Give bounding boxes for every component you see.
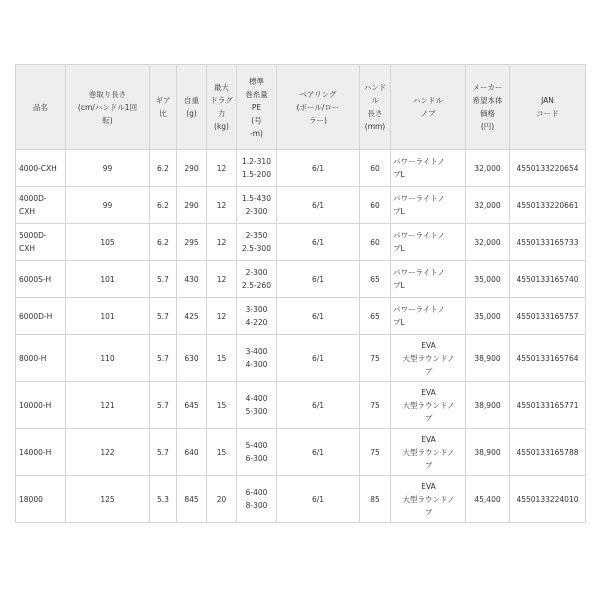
cell-weight — [177, 335, 207, 382]
cell-value: 1.2-310 1.5-200 — [242, 157, 271, 179]
cell-value: 295 — [184, 237, 199, 247]
cell-value: 5.7 — [157, 400, 169, 410]
cell-value: 6/1 — [311, 200, 325, 210]
table-row — [16, 298, 586, 335]
header-row — [16, 65, 586, 150]
cell-value: 4550133165740 — [516, 274, 579, 284]
cell-jan — [510, 335, 586, 382]
cell-handle-type — [391, 261, 466, 298]
cell-model — [16, 261, 66, 298]
cell-value: 32,000 — [474, 163, 501, 173]
cell-jan — [510, 298, 586, 335]
cell-value: 5000D- CXH — [19, 231, 47, 253]
cell-value: 38,900 — [474, 400, 501, 410]
cell-jan — [510, 261, 586, 298]
cell-price — [466, 298, 510, 335]
cell-gear — [150, 476, 177, 523]
cell-line — [237, 150, 277, 187]
column-header-drag — [207, 65, 237, 150]
column-header-label: 最大 ドラグ 力 (kg) — [210, 83, 233, 131]
cell-value: 105 — [100, 237, 115, 247]
cell-value: 122 — [100, 447, 115, 457]
cell-value: 6/1 — [311, 163, 325, 173]
cell-value: 15 — [216, 353, 227, 363]
cell-value: EVA 大型ラウンドノ ブ — [402, 434, 455, 470]
cell-drag — [207, 298, 237, 335]
cell-value: 15 — [216, 400, 227, 410]
cell-handle-type — [391, 476, 466, 523]
cell-handle-len — [360, 382, 391, 429]
cell-value: 75 — [370, 447, 380, 457]
cell-value: EVA 大型ラウンドノ ブ — [402, 481, 455, 517]
cell-value: 12 — [216, 274, 227, 284]
cell-value: 430 — [184, 274, 199, 284]
cell-value: 4550133165764 — [516, 353, 579, 363]
column-header-line — [237, 65, 277, 150]
column-header-label: 標準 巻糸量 PE (号 -m) — [245, 76, 268, 138]
table-body — [16, 150, 586, 523]
cell-weight — [177, 476, 207, 523]
cell-retrieve — [66, 224, 150, 261]
cell-retrieve — [66, 382, 150, 429]
cell-gear — [150, 382, 177, 429]
cell-price — [466, 261, 510, 298]
cell-value: 1.5-430 2-300 — [242, 194, 271, 216]
cell-drag — [207, 476, 237, 523]
cell-model — [16, 150, 66, 187]
cell-model — [16, 298, 66, 335]
cell-value: 101 — [100, 311, 115, 321]
cell-jan — [510, 224, 586, 261]
cell-value: 38,900 — [474, 447, 501, 457]
cell-value: 15 — [216, 447, 227, 457]
cell-handle-len — [360, 429, 391, 476]
cell-weight — [177, 224, 207, 261]
column-header-label: ギア 比 — [155, 96, 171, 118]
cell-value: 6/1 — [311, 311, 325, 321]
cell-line — [237, 335, 277, 382]
cell-value: 101 — [100, 274, 115, 284]
cell-bearing — [277, 224, 360, 261]
cell-value: 6/1 — [311, 494, 325, 504]
cell-value: 14000-H — [19, 447, 52, 457]
column-header-jan — [510, 65, 586, 150]
cell-handle-type — [391, 187, 466, 224]
cell-weight — [177, 298, 207, 335]
column-header-label: ハンドル ノブ — [413, 96, 443, 118]
cell-line — [237, 476, 277, 523]
cell-value: 121 — [100, 400, 115, 410]
cell-jan — [510, 150, 586, 187]
cell-line — [237, 429, 277, 476]
cell-drag — [207, 429, 237, 476]
cell-price — [466, 382, 510, 429]
cell-price — [466, 476, 510, 523]
cell-gear — [150, 429, 177, 476]
cell-value: 290 — [184, 200, 199, 210]
cell-value: 2-300 2.5-260 — [242, 268, 271, 290]
cell-retrieve — [66, 150, 150, 187]
cell-gear — [150, 261, 177, 298]
cell-model — [16, 476, 66, 523]
cell-value: 20 — [216, 494, 227, 504]
cell-value: 99 — [102, 163, 113, 173]
cell-value: 8000-H — [19, 353, 47, 363]
column-header-weight — [177, 65, 207, 150]
cell-handle-type — [391, 150, 466, 187]
table-row — [16, 382, 586, 429]
cell-value: 6.2 — [157, 200, 169, 210]
cell-value: 630 — [184, 353, 199, 363]
cell-model — [16, 224, 66, 261]
cell-retrieve — [66, 335, 150, 382]
cell-value: 65 — [370, 274, 380, 284]
cell-gear — [150, 224, 177, 261]
cell-value: 4550133220661 — [516, 200, 579, 210]
cell-value: 5-400 6-300 — [245, 441, 268, 463]
cell-value: 35,000 — [474, 274, 501, 284]
table-row — [16, 187, 586, 224]
column-header-retrieve — [66, 65, 150, 150]
cell-model — [16, 382, 66, 429]
cell-retrieve — [66, 298, 150, 335]
cell-value: 5.3 — [157, 494, 169, 504]
cell-value: 845 — [184, 494, 199, 504]
cell-drag — [207, 187, 237, 224]
cell-price — [466, 187, 510, 224]
cell-drag — [207, 335, 237, 382]
cell-handle-type — [391, 429, 466, 476]
cell-value: 6-400 8-300 — [245, 488, 268, 510]
spec-table — [15, 64, 586, 523]
table-row — [16, 429, 586, 476]
cell-value: 290 — [184, 163, 199, 173]
cell-value: パワーライトノ ブL — [393, 157, 445, 179]
cell-value: 12 — [216, 163, 227, 173]
cell-value: 60 — [370, 200, 380, 210]
cell-value: 6000D-H — [19, 311, 53, 321]
column-header-gear — [150, 65, 177, 150]
cell-handle-type — [391, 298, 466, 335]
cell-value: 4-400 5-300 — [245, 394, 268, 416]
column-header-label: 品名 — [33, 102, 48, 112]
cell-handle-len — [360, 476, 391, 523]
cell-line — [237, 261, 277, 298]
cell-line — [237, 298, 277, 335]
cell-gear — [150, 298, 177, 335]
cell-value: EVA 大型ラウンドノ ブ — [402, 387, 455, 423]
cell-weight — [177, 429, 207, 476]
cell-value: 4550133165788 — [516, 447, 579, 457]
cell-value: 4550133165733 — [516, 237, 579, 247]
cell-drag — [207, 224, 237, 261]
cell-value: 6/1 — [311, 400, 325, 410]
cell-value: 4000-CXH — [19, 163, 57, 173]
cell-retrieve — [66, 261, 150, 298]
column-header-label: ハンド ル 長さ (mm) — [363, 83, 387, 131]
table-row — [16, 261, 586, 298]
cell-line — [237, 187, 277, 224]
cell-drag — [207, 150, 237, 187]
cell-price — [466, 429, 510, 476]
cell-bearing — [277, 476, 360, 523]
cell-model — [16, 335, 66, 382]
cell-handle-type — [391, 335, 466, 382]
table-row — [16, 224, 586, 261]
cell-value: 12 — [216, 237, 227, 247]
cell-value: 6/1 — [311, 274, 325, 284]
cell-value: 35,000 — [474, 311, 501, 321]
cell-value: 125 — [100, 494, 115, 504]
cell-value: 5.7 — [157, 274, 169, 284]
cell-handle-len — [360, 224, 391, 261]
cell-value: 4000D- CXH — [19, 194, 47, 216]
cell-value: 6.2 — [157, 237, 169, 247]
column-header-label: 巻取り長さ (cm/ハンドル1回 転) — [77, 89, 138, 125]
cell-value: パワーライトノ ブL — [393, 305, 445, 327]
column-header-model — [16, 65, 66, 150]
cell-value: 32,000 — [474, 200, 501, 210]
cell-value: 3-300 4-220 — [245, 305, 268, 327]
cell-gear — [150, 150, 177, 187]
cell-weight — [177, 150, 207, 187]
cell-value: 4550133220654 — [516, 163, 579, 173]
cell-value: 4550133224010 — [516, 494, 579, 504]
table-row — [16, 335, 586, 382]
column-header-label: 自重 (g) — [184, 96, 199, 118]
column-header-label: メーカー 希望本体 価格 (円) — [472, 83, 503, 131]
cell-handle-type — [391, 382, 466, 429]
table-row — [16, 476, 586, 523]
cell-value: 425 — [184, 311, 199, 321]
cell-value: 12 — [216, 311, 227, 321]
column-header-label: ベアリング (ボール/ロー ラー) — [296, 89, 340, 125]
cell-retrieve — [66, 187, 150, 224]
cell-price — [466, 335, 510, 382]
cell-jan — [510, 429, 586, 476]
cell-bearing — [277, 150, 360, 187]
cell-weight — [177, 261, 207, 298]
cell-value: 5.7 — [157, 447, 169, 457]
cell-value: 6/1 — [311, 447, 325, 457]
cell-jan — [510, 476, 586, 523]
cell-line — [237, 382, 277, 429]
cell-bearing — [277, 429, 360, 476]
cell-value: 38,900 — [474, 353, 501, 363]
cell-handle-len — [360, 335, 391, 382]
cell-bearing — [277, 382, 360, 429]
cell-value: EVA 大型ラウンドノ ブ — [402, 340, 455, 376]
cell-jan — [510, 382, 586, 429]
cell-value: 12 — [216, 200, 227, 210]
cell-model — [16, 187, 66, 224]
column-header-label: JAN コード — [536, 96, 559, 118]
cell-price — [466, 224, 510, 261]
column-header-handle-len — [360, 65, 391, 150]
cell-value: 10000-H — [19, 400, 52, 410]
column-header-handle-type — [391, 65, 466, 150]
cell-value: 4550133165771 — [516, 400, 579, 410]
cell-value: 640 — [184, 447, 199, 457]
cell-drag — [207, 261, 237, 298]
cell-value: 6.2 — [157, 163, 169, 173]
cell-handle-len — [360, 261, 391, 298]
cell-handle-type — [391, 224, 466, 261]
cell-weight — [177, 382, 207, 429]
cell-handle-len — [360, 150, 391, 187]
cell-handle-len — [360, 298, 391, 335]
cell-bearing — [277, 298, 360, 335]
cell-value: 645 — [184, 400, 199, 410]
cell-handle-len — [360, 187, 391, 224]
cell-value: 18000 — [19, 494, 43, 504]
table-row — [16, 150, 586, 187]
cell-drag — [207, 382, 237, 429]
cell-value: 3-400 4-300 — [245, 347, 268, 369]
cell-value: 110 — [100, 353, 115, 363]
cell-jan — [510, 187, 586, 224]
cell-value: 65 — [370, 311, 380, 321]
cell-bearing — [277, 261, 360, 298]
cell-value: 85 — [370, 494, 380, 504]
cell-value: 45,400 — [474, 494, 501, 504]
cell-value: パワーライトノ ブL — [393, 194, 445, 216]
cell-retrieve — [66, 476, 150, 523]
cell-value: 6/1 — [311, 237, 325, 247]
cell-value: 75 — [370, 400, 380, 410]
cell-value: 6000S-H — [19, 274, 52, 284]
cell-value: 99 — [102, 200, 113, 210]
cell-weight — [177, 187, 207, 224]
cell-gear — [150, 187, 177, 224]
cell-value: 5.7 — [157, 353, 169, 363]
cell-value: 5.7 — [157, 311, 169, 321]
column-header-price — [466, 65, 510, 150]
cell-value: パワーライトノ ブL — [393, 268, 445, 290]
cell-line — [237, 224, 277, 261]
cell-model — [16, 429, 66, 476]
cell-value: 32,000 — [474, 237, 501, 247]
cell-value: 6/1 — [311, 353, 325, 363]
cell-bearing — [277, 187, 360, 224]
cell-value: 2-350 2.5-300 — [242, 231, 271, 253]
column-header-bearing — [277, 65, 360, 150]
cell-retrieve — [66, 429, 150, 476]
cell-price — [466, 150, 510, 187]
cell-gear — [150, 335, 177, 382]
cell-value: 60 — [370, 163, 380, 173]
cell-value: パワーライトノ ブL — [393, 231, 445, 253]
cell-bearing — [277, 335, 360, 382]
cell-value: 4550133165757 — [516, 311, 579, 321]
cell-value: 60 — [370, 237, 380, 247]
cell-value: 75 — [370, 353, 380, 363]
